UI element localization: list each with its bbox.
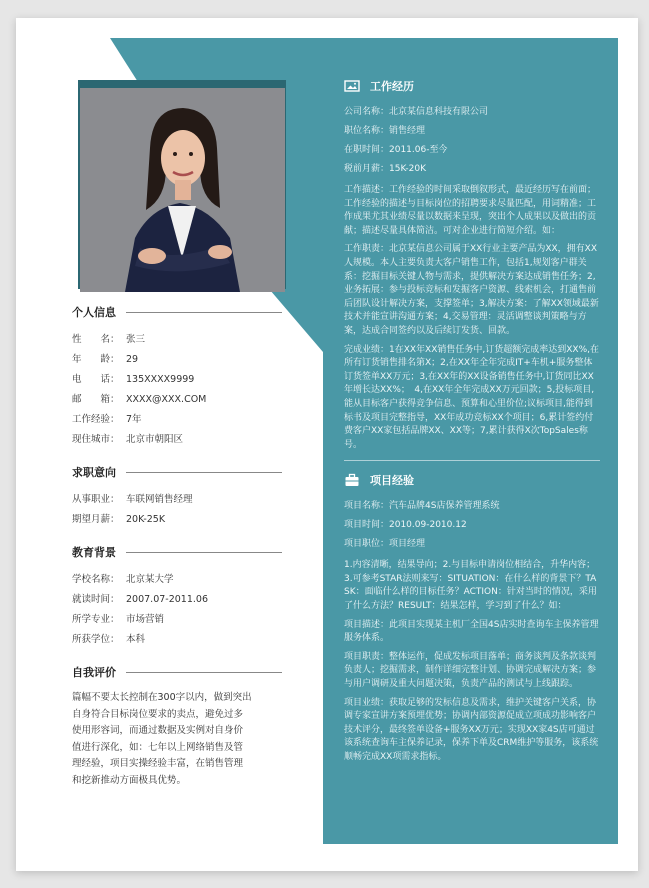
briefcase-icon <box>344 472 360 488</box>
info-row <box>72 430 282 450</box>
section-rule <box>126 472 282 473</box>
info-value: 7年 <box>126 414 142 425</box>
info-row <box>72 610 282 630</box>
work-info-line: 税前月薪：15K-20K <box>344 164 427 174</box>
section-title: 求职意向 <box>72 466 116 479</box>
info-value: 2007.07-2011.06 <box>126 594 208 605</box>
info-row <box>72 370 282 390</box>
info-row <box>72 410 282 430</box>
info-value: 29 <box>126 354 139 365</box>
education-section <box>72 544 282 650</box>
image-icon <box>344 78 360 94</box>
section-rule <box>126 672 282 673</box>
project-results: 项目业绩：获取足够的发标信息及需求，维护关键客户关系，协调专家宣讲方案预埋优势；协调内部资源促成立项成功影响客户技术评分，最终签单设备+服务XX万元；实现XX家4S店可通过该系统查询车主保养记录，保养下单及CRM维护等服务，该系统顺畅完成XX项需求指标。 <box>344 697 599 762</box>
project-info-line: 项目名称：汽车品牌4S店保养管理系统 <box>344 501 500 512</box>
section-title: 个人信息 <box>72 306 116 319</box>
info-row <box>72 390 282 410</box>
info-value: 135XXXX9999 <box>126 374 195 385</box>
project-info-line: 项目时间：2010.09-2010.12 <box>344 520 467 531</box>
info-row <box>72 630 282 650</box>
project-duties: 项目职责：整体运作，促成发标项目落单；商务谈判及条款谈判负责人；挖掘需求，制作详细完整计划、协调完成解决方案；参与用户调研及重大问题决策，负责产品的测试与上线跟踪。 <box>344 651 597 690</box>
project-star-guide: 1.内容清晰，结果导向；2.与目标申请岗位相结合，升华内容；3.可参考STAR法则来写：SITUATION：在什么样的背景下？TASK：面临什么样的目标任务？ACTION：针对当时的情况，采用了什么方法？RESULT：结果怎样，学习到了什么？如： <box>344 560 597 612</box>
section-title: 项目经验 <box>370 474 414 488</box>
info-row <box>72 350 282 370</box>
right-column <box>344 77 600 770</box>
work-description: 工作描述：工作经验的时间采取倒叙形式，最近经历写在前面；工作经验的描述与目标岗位的招聘要求尽量匹配，用词精准；工作成果尤其业绩尽量以数据来呈现，突出个人成果以及做出的贡献；描述尽量具体简洁。可对企业进行简短介绍。如： <box>344 185 597 236</box>
info-row <box>72 330 282 350</box>
section-rule <box>126 552 282 553</box>
info-value: 本科 <box>126 634 146 645</box>
info-value: 车联网销售经理 <box>126 494 193 505</box>
info-label: 学校名称： <box>72 574 120 585</box>
info-value: 20K-25K <box>126 514 166 525</box>
info-label: 邮 箱： <box>72 394 120 405</box>
work-duties: 工作职责：北京某信息公司属于XX行业主要产品为XX，拥有XX人规模。本人主要负责大客户销售工作，包括1,规划客户群关系：挖掘目标关键人物与需求，提供解决方案达成销售任务；2,业务拓展：参与投标竞标和发掘客户资源、线索机会，打通售前后团队设计解决方案，支撑签单；3,解决方案：了解XX领域最新技术并能宣讲沟通方案；4,交易管理：灵活调整谈判策略与方案，达成合同签约以及后续订发货、回款。 <box>344 244 599 336</box>
section-title: 自我评价 <box>72 666 116 679</box>
work-results: 完成业绩：1在XX年XX销售任务中,订货超额完成率达到XX%,在所有订货销售排名第X；2,在XX年全年完成IT+车机+服务整体订货签单XX万元；3,在XX年的XX设备销售任务中,订货同比XX年增长达XX%； 4,在XX年全年完成XX万元回款；5,投标项目,能从目标客户获得竞争信息、预算和心里价位;议标项目,能得到标书及项目完整指导，XX年成功竞标XX个项目；6,累计签约付费客户XX家包括品牌XX、XX等；7,累计获得X次TopSales称号。 <box>344 344 599 450</box>
self-evaluation-text: 篇幅不要太长控制在300字以内，做到突出自身符合目标岗位要求的卖点，避免过多使用形容词，而通过数据及实例对自身价值进行深化，如：七年以上网络销售及管理经验，项目实操经验丰富，在销售管理和挖新推动方面极具优势。 <box>72 692 252 786</box>
info-label: 所学专业： <box>72 614 120 625</box>
job-intent-section <box>72 464 282 530</box>
work-info-line: 职位名称：销售经理 <box>344 126 426 136</box>
info-value: 市场营销 <box>126 614 165 625</box>
left-column <box>72 304 282 804</box>
info-value: 北京某大学 <box>126 574 174 585</box>
info-row <box>72 510 282 530</box>
section-rule <box>126 312 282 313</box>
work-info-line: 公司名称：北京某信息科技有限公司 <box>344 107 489 117</box>
project-description: 项目描述：此项目实现某主机厂全国4S店实时查询车主保养管理服务体系。 <box>344 619 599 644</box>
work-experience-header <box>344 77 600 95</box>
work-info-line: 在职时间：2011.06-至今 <box>344 145 448 155</box>
info-label: 工作经验： <box>72 414 120 425</box>
info-value: 张三 <box>126 334 146 345</box>
section-divider <box>344 460 600 461</box>
self-evaluation-section <box>72 664 282 790</box>
info-row <box>72 490 282 510</box>
info-label: 电 话： <box>72 374 120 385</box>
info-label: 从事职业： <box>72 494 120 505</box>
info-row <box>72 590 282 610</box>
section-title: 工作经历 <box>370 80 414 93</box>
info-value: XXXX@XXX.COM <box>126 394 207 405</box>
info-label: 现住城市： <box>72 434 120 445</box>
profile-photo <box>80 88 285 292</box>
info-value: 北京市朝阳区 <box>126 434 184 445</box>
project-experience-header <box>344 471 600 489</box>
info-label: 就读时间： <box>72 594 120 605</box>
info-row <box>72 570 282 590</box>
project-info-line: 项目职位：项目经理 <box>344 539 426 550</box>
section-title: 教育背景 <box>72 546 116 559</box>
info-label: 性 名： <box>72 334 120 345</box>
info-label: 所获学位： <box>72 634 120 645</box>
info-label: 期望月薪： <box>72 514 120 525</box>
info-label: 年 龄： <box>72 354 120 365</box>
personal-info-section <box>72 304 282 450</box>
